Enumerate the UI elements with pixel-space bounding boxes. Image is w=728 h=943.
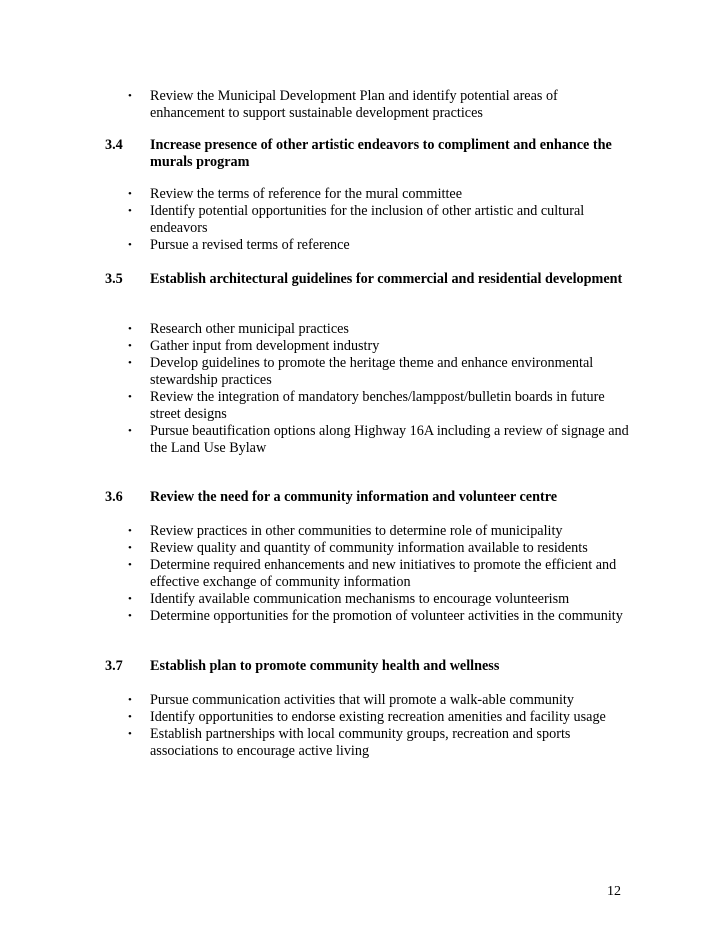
list-item xyxy=(0,237,630,254)
section-heading-3-5 xyxy=(105,271,635,288)
list-item xyxy=(0,186,630,203)
list-item xyxy=(0,692,630,709)
bullet-text: Review the Municipal Development Plan and identify potential areas of enhancement to support sustainable development practices xyxy=(150,88,558,121)
list-item xyxy=(0,591,630,608)
bullet-icon: • xyxy=(128,728,132,740)
section-3-4-bullets xyxy=(0,186,630,254)
bullet-icon: • xyxy=(128,90,132,102)
bullet-text: Identify potential opportunities for the inclusion of other artistic and cultural endeavors xyxy=(150,203,585,236)
bullet-text: Gather input from development industry xyxy=(150,338,380,354)
bullet-text: Review the terms of reference for the mural committee xyxy=(150,186,462,202)
section-heading-3-7 xyxy=(105,658,635,675)
section-number: 3.6 xyxy=(105,489,123,505)
section-number: 3.7 xyxy=(105,658,123,674)
section-3-5-bullets xyxy=(0,321,630,457)
list-item xyxy=(0,389,630,423)
bullet-text: Review the integration of mandatory benches/lamppost/bulletin boards in future street designs xyxy=(150,389,605,422)
list-item xyxy=(0,726,630,760)
list-item xyxy=(0,709,630,726)
bullet-text: Establish partnerships with local community groups, recreation and sports associations to encourage active living xyxy=(150,726,571,759)
list-item xyxy=(0,321,630,338)
bullet-text: Pursue beautification options along Highway 16A including a review of signage and the Land Use Bylaw xyxy=(150,423,629,456)
list-item xyxy=(0,88,630,122)
bullet-icon: • xyxy=(128,542,132,554)
list-item xyxy=(0,557,630,591)
bullet-icon: • xyxy=(128,694,132,706)
bullet-icon: • xyxy=(128,188,132,200)
list-item xyxy=(0,540,630,557)
intro-bullet-list xyxy=(0,88,630,122)
bullet-icon: • xyxy=(128,711,132,723)
bullet-icon: • xyxy=(128,525,132,537)
section-heading-3-6 xyxy=(105,489,635,506)
bullet-text: Review quality and quantity of community information available to residents xyxy=(150,540,588,556)
bullet-icon: • xyxy=(128,593,132,605)
bullet-text: Pursue communication activities that will promote a walk-able community xyxy=(150,692,574,708)
bullet-text: Determine opportunities for the promotion of volunteer activities in the community xyxy=(150,608,623,624)
section-title: Establish plan to promote community health and wellness xyxy=(150,658,500,674)
list-item xyxy=(0,608,630,625)
bullet-text: Research other municipal practices xyxy=(150,321,349,337)
bullet-icon: • xyxy=(128,340,132,352)
list-item xyxy=(0,523,630,540)
bullet-text: Identify available communication mechanisms to encourage volunteerism xyxy=(150,591,570,607)
bullet-text: Identify opportunities to endorse existing recreation amenities and facility usage xyxy=(150,709,606,725)
bullet-icon: • xyxy=(128,357,132,369)
section-3-7-bullets xyxy=(0,692,630,760)
bullet-text: Develop guidelines to promote the heritage theme and enhance environmental stewardship practices xyxy=(150,355,594,388)
bullet-icon: • xyxy=(128,205,132,217)
section-title: Review the need for a community information and volunteer centre xyxy=(150,489,558,505)
section-title: Increase presence of other artistic endeavors to compliment and enhance the murals program xyxy=(150,137,612,170)
list-item xyxy=(0,203,630,237)
list-item xyxy=(0,338,630,355)
list-item xyxy=(0,423,630,457)
section-3-6-bullets xyxy=(0,523,630,625)
section-number: 3.5 xyxy=(105,271,123,287)
bullet-text: Determine required enhancements and new initiatives to promote the efficient and effective exchange of community information xyxy=(150,557,617,590)
section-title: Establish architectural guidelines for commercial and residential development xyxy=(150,271,623,287)
bullet-icon: • xyxy=(128,559,132,571)
page-number: 12 xyxy=(607,884,621,899)
bullet-icon: • xyxy=(128,391,132,403)
section-heading-3-4 xyxy=(105,137,635,171)
bullet-icon: • xyxy=(128,239,132,251)
bullet-text: Review practices in other communities to determine role of municipality xyxy=(150,523,563,539)
bullet-icon: • xyxy=(128,425,132,437)
bullet-icon: • xyxy=(128,610,132,622)
list-item xyxy=(0,355,630,389)
bullet-icon: • xyxy=(128,323,132,335)
bullet-text: Pursue a revised terms of reference xyxy=(150,237,350,253)
section-number: 3.4 xyxy=(105,137,123,153)
